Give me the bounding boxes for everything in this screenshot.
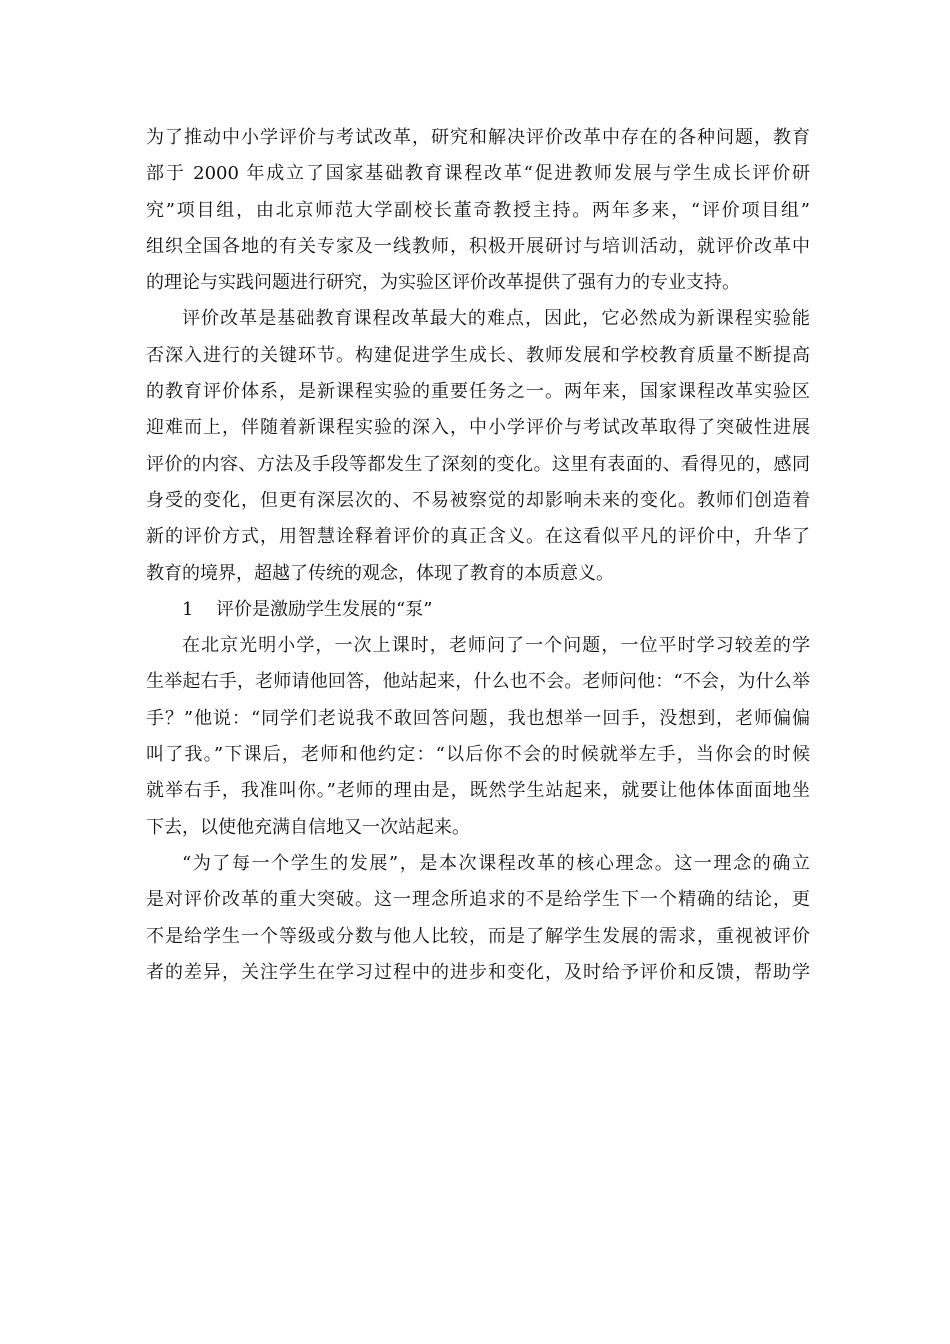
paragraph-line: 评价改革是基础教育课程改革最大的难点，因此，它必然成为新课程实验能 xyxy=(182,308,810,330)
paragraph-3 xyxy=(146,628,810,846)
paragraph-line: 究”项目组，由北京师范大学副校长董奇教授主持。两年多来，“评价项目组” xyxy=(146,199,810,221)
section-number: 1 xyxy=(182,598,194,620)
paragraph-1 xyxy=(146,120,810,301)
paragraph-2 xyxy=(146,301,810,591)
paragraph-line: 就举右手，我准叫你。”老师的理由是，既然学生站起来，就要让他体体面面地坐 xyxy=(146,780,810,802)
paragraph-line: “为了每一个学生的发展”，是本次课程改革的核心理念。这一理念的确立 xyxy=(182,852,810,874)
section-heading xyxy=(146,592,810,628)
section-title: 评价是激励学生发展的“泵” xyxy=(216,598,433,620)
document-body xyxy=(146,120,810,991)
paragraph-line: 评价的内容、方法及手段等都发生了深刻的变化。这里有表面的、看得见的，感同 xyxy=(146,453,810,475)
paragraph-line: 的理论与实践问题进行研究，为实验区评价改革提供了强有力的专业支持。 xyxy=(146,272,740,294)
paragraph-line: 教育的境界，超越了传统的观念，体现了教育的本质意义。 xyxy=(146,562,614,584)
paragraph-line: 叫了我。”下课后，老师和他约定：“以后你不会的时候就举左手，当你会的时候 xyxy=(146,744,810,766)
paragraph-line: 新的评价方式，用智慧诠释着评价的真正含义。在这看似平凡的评价中，升华了 xyxy=(146,526,810,548)
paragraph-line: 在北京光明小学，一次上课时，老师问了一个问题，一位平时学习较差的学 xyxy=(182,635,810,657)
paragraph-line: 的教育评价体系，是新课程实验的重要任务之一。两年来，国家课程改革实验区 xyxy=(146,381,810,403)
paragraph-line: 部于 2000 年成立了国家基础教育课程改革“促进教师发展与学生成长评价研 xyxy=(146,163,810,185)
paragraph-line: 下去，以使他充满自信地又一次站起来。 xyxy=(146,816,470,838)
paragraph-line: 迎难而上，伴随着新课程实验的深入，中小学评价与考试改革取得了突破性进展 xyxy=(146,417,810,439)
paragraph-line: 组织全国各地的有关专家及一线教师，积极开展研讨与培训活动，就评价改革中 xyxy=(146,235,810,257)
paragraph-line: 手？”他说：“同学们老说我不敢回答问题，我也想举一回手，没想到，老师偏偏 xyxy=(146,707,810,729)
paragraph-4 xyxy=(146,846,810,991)
paragraph-line: 身受的变化，但更有深层次的、不易被察觉的却影响未来的变化。教师们创造着 xyxy=(146,489,810,511)
paragraph-line: 否深入进行的关键环节。构建促进学生成长、教师发展和学校教育质量不断提高 xyxy=(146,344,810,366)
paragraph-line: 不是给学生一个等级或分数与他人比较，而是了解学生发展的需求，重视被评价 xyxy=(146,925,810,947)
paragraph-line: 为了推动中小学评价与考试改革，研究和解决评价改革中存在的各种问题，教育 xyxy=(146,127,810,148)
paragraph-line: 是对评价改革的重大突破。这一理念所追求的不是给学生下一个精确的结论，更 xyxy=(146,889,810,911)
paragraph-line: 者的差异，关注学生在学习过程中的进步和变化，及时给予评价和反馈，帮助学 xyxy=(146,961,810,983)
paragraph-line: 生举起右手，老师请他回答，他站起来，什么也不会。老师问他：“不会，为什么举 xyxy=(146,671,810,693)
